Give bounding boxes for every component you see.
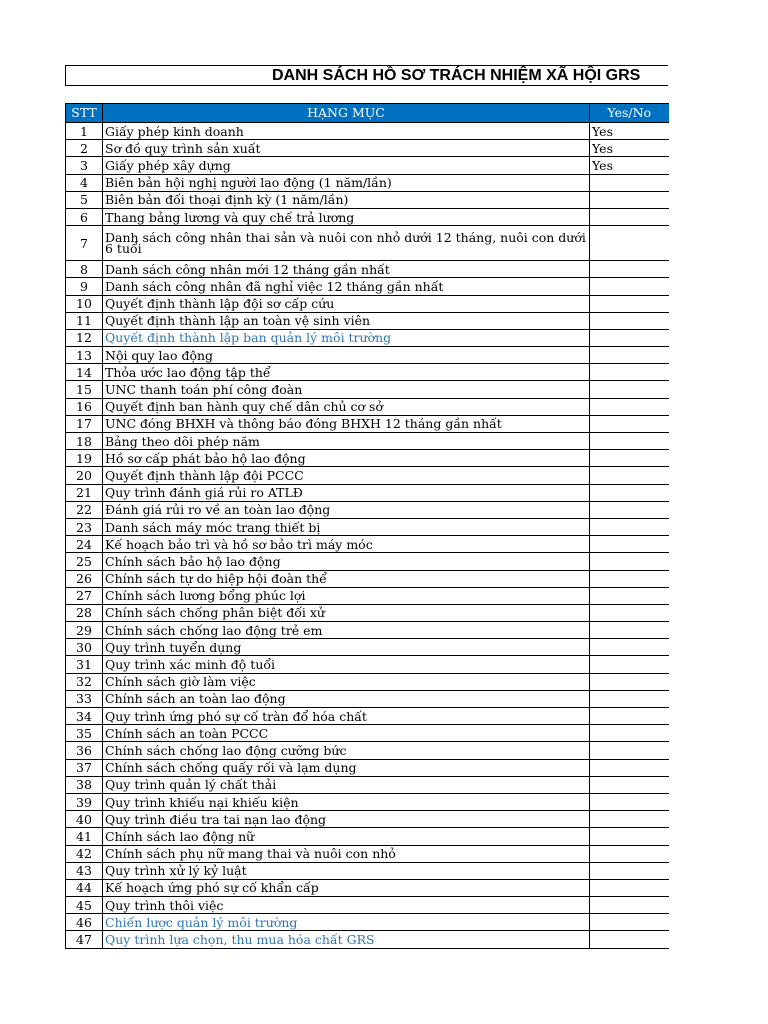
item-cell[interactable]: Đánh giá rủi ro về an toàn lao động bbox=[103, 501, 590, 518]
row-number-cell[interactable]: 34 bbox=[66, 708, 103, 725]
row-number-cell[interactable]: 31 bbox=[66, 656, 103, 673]
row-number-cell[interactable]: 1 bbox=[66, 123, 103, 140]
table-row bbox=[66, 587, 669, 604]
yesno-cell[interactable] bbox=[590, 656, 669, 673]
yesno-cell[interactable] bbox=[590, 931, 669, 948]
item-cell[interactable]: Quyết định ban hành quy chế dân chủ cơ sở bbox=[103, 398, 590, 415]
row-number-cell[interactable]: 4 bbox=[66, 174, 103, 191]
yesno-cell[interactable] bbox=[590, 708, 669, 725]
table-row bbox=[66, 622, 669, 639]
row-number-cell[interactable]: 30 bbox=[66, 639, 103, 656]
item-cell[interactable]: Nội quy lao động bbox=[103, 347, 590, 364]
yesno-cell[interactable] bbox=[590, 897, 669, 914]
yesno-cell[interactable] bbox=[590, 295, 669, 312]
row-number-cell[interactable]: 3 bbox=[66, 157, 103, 174]
yesno-cell[interactable] bbox=[590, 484, 669, 501]
table-row bbox=[66, 140, 669, 157]
item-cell[interactable]: Danh sách máy móc trang thiết bị bbox=[103, 518, 590, 535]
yesno-cell[interactable] bbox=[590, 845, 669, 862]
row-number-cell[interactable]: 20 bbox=[66, 467, 103, 484]
row-number-cell[interactable]: 22 bbox=[66, 501, 103, 518]
item-cell[interactable]: Bảng theo dõi phép năm bbox=[103, 433, 590, 450]
yesno-cell[interactable]: Yes bbox=[590, 157, 669, 174]
yesno-cell[interactable] bbox=[590, 622, 669, 639]
table-row bbox=[66, 553, 669, 570]
title-cell[interactable] bbox=[65, 65, 668, 86]
item-cell[interactable]: UNC đóng BHXH và thông báo đóng BHXH 12 tháng gần nhất bbox=[103, 415, 590, 432]
yesno-cell[interactable] bbox=[590, 759, 669, 776]
yesno-cell[interactable] bbox=[590, 450, 669, 467]
row-number-cell[interactable]: 39 bbox=[66, 793, 103, 810]
header-stt[interactable]: STT bbox=[66, 104, 103, 123]
item-cell[interactable]: Chính sách chống quấy rối và lạm dụng bbox=[103, 759, 590, 776]
row-number-cell[interactable]: 13 bbox=[66, 347, 103, 364]
table-row bbox=[66, 295, 669, 312]
header-item[interactable]: HẠNG MỤC bbox=[103, 104, 590, 123]
table-row bbox=[66, 261, 669, 278]
yesno-cell[interactable] bbox=[590, 914, 669, 931]
row-number-cell[interactable]: 25 bbox=[66, 553, 103, 570]
header-yesno[interactable]: Yes/No bbox=[590, 104, 669, 123]
table-row bbox=[66, 742, 669, 759]
yesno-cell[interactable] bbox=[590, 587, 669, 604]
row-number-cell[interactable]: 11 bbox=[66, 312, 103, 329]
item-cell[interactable]: Danh sách công nhân mới 12 tháng gần nhất bbox=[103, 261, 590, 278]
item-cell[interactable]: Quy trình lựa chọn, thu mua hóa chất GRS bbox=[103, 931, 590, 948]
item-cell[interactable]: Quy trình xử lý kỷ luật bbox=[103, 862, 590, 879]
yesno-cell[interactable] bbox=[590, 879, 669, 896]
table-row bbox=[66, 931, 669, 948]
table-row bbox=[66, 450, 669, 467]
item-cell[interactable]: Thang bảng lương và quy chế trả lương bbox=[103, 208, 590, 225]
yesno-cell[interactable] bbox=[590, 811, 669, 828]
yesno-cell[interactable] bbox=[590, 261, 669, 278]
row-number-cell[interactable]: 43 bbox=[66, 862, 103, 879]
table-row bbox=[66, 501, 669, 518]
item-cell[interactable]: UNC thanh toán phí công đoàn bbox=[103, 381, 590, 398]
table-row bbox=[66, 329, 669, 346]
item-cell[interactable]: Chính sách chống lao động trẻ em bbox=[103, 622, 590, 639]
table-row bbox=[66, 845, 669, 862]
yesno-cell[interactable] bbox=[590, 208, 669, 225]
table-row bbox=[66, 759, 669, 776]
yesno-cell[interactable] bbox=[590, 828, 669, 845]
item-cell[interactable]: Hồ sơ cấp phát bảo hộ lao động bbox=[103, 450, 590, 467]
yesno-cell[interactable] bbox=[590, 415, 669, 432]
item-cell[interactable]: Chính sách chống lao động cưỡng bức bbox=[103, 742, 590, 759]
item-cell[interactable]: Chính sách an toàn PCCC bbox=[103, 725, 590, 742]
yesno-cell[interactable] bbox=[590, 518, 669, 535]
item-cell[interactable]: Chính sách an toàn lao động bbox=[103, 690, 590, 707]
table-row bbox=[66, 398, 669, 415]
yesno-cell[interactable] bbox=[590, 776, 669, 793]
table-row bbox=[66, 191, 669, 208]
table-row bbox=[66, 347, 669, 364]
item-cell[interactable]: Biên bản hội nghị người lao động (1 năm/lần) bbox=[103, 174, 590, 191]
row-number-cell[interactable]: 9 bbox=[66, 278, 103, 295]
yesno-cell[interactable] bbox=[590, 673, 669, 690]
table-row bbox=[66, 690, 669, 707]
table-row bbox=[66, 536, 669, 553]
row-number-cell[interactable]: 40 bbox=[66, 811, 103, 828]
row-number-cell[interactable]: 47 bbox=[66, 931, 103, 948]
row-number-cell[interactable]: 24 bbox=[66, 536, 103, 553]
item-cell[interactable]: Chính sách giờ làm việc bbox=[103, 673, 590, 690]
item-cell[interactable]: Thỏa ước lao động tập thể bbox=[103, 364, 590, 381]
item-cell[interactable]: Chính sách bảo hộ lao động bbox=[103, 553, 590, 570]
item-cell[interactable]: Giấy phép xây dựng bbox=[103, 157, 590, 174]
yesno-cell[interactable] bbox=[590, 174, 669, 191]
row-number-cell[interactable]: 23 bbox=[66, 518, 103, 535]
yesno-cell[interactable] bbox=[590, 433, 669, 450]
row-number-cell[interactable]: 16 bbox=[66, 398, 103, 415]
row-number-cell[interactable]: 36 bbox=[66, 742, 103, 759]
row-number-cell[interactable]: 29 bbox=[66, 622, 103, 639]
item-cell[interactable]: Danh sách công nhân thai sản và nuôi con nhỏ dưới 12 tháng, nuôi con dưới 6 tuổi bbox=[103, 226, 590, 261]
yesno-cell[interactable]: Yes bbox=[590, 123, 669, 140]
table-row bbox=[66, 708, 669, 725]
table-row bbox=[66, 793, 669, 810]
row-number-cell[interactable]: 5 bbox=[66, 191, 103, 208]
item-cell[interactable]: Quy trình điều tra tai nạn lao động bbox=[103, 811, 590, 828]
item-cell[interactable]: Quyết định thành lập đội PCCC bbox=[103, 467, 590, 484]
table-row bbox=[66, 312, 669, 329]
table-row bbox=[66, 364, 669, 381]
row-number-cell[interactable]: 38 bbox=[66, 776, 103, 793]
table-row bbox=[66, 157, 669, 174]
item-cell[interactable]: Quyết định thành lập an toàn vệ sinh viên bbox=[103, 312, 590, 329]
table-row bbox=[66, 433, 669, 450]
yesno-cell[interactable] bbox=[590, 742, 669, 759]
yesno-cell[interactable] bbox=[590, 501, 669, 518]
yesno-cell[interactable] bbox=[590, 467, 669, 484]
item-cell[interactable]: Chính sách lao động nữ bbox=[103, 828, 590, 845]
table-row bbox=[66, 639, 669, 656]
row-number-cell[interactable]: 21 bbox=[66, 484, 103, 501]
yesno-cell[interactable] bbox=[590, 570, 669, 587]
yesno-cell[interactable] bbox=[590, 329, 669, 346]
row-number-cell[interactable]: 37 bbox=[66, 759, 103, 776]
yesno-cell[interactable] bbox=[590, 690, 669, 707]
row-number-cell[interactable]: 10 bbox=[66, 295, 103, 312]
item-cell[interactable]: Chiến lược quản lý môi trường bbox=[103, 914, 590, 931]
item-cell[interactable]: Quy trình quản lý chất thải bbox=[103, 776, 590, 793]
table-row bbox=[66, 725, 669, 742]
table-row bbox=[66, 570, 669, 587]
table-row bbox=[66, 467, 669, 484]
yesno-cell[interactable] bbox=[590, 604, 669, 621]
table-row bbox=[66, 381, 669, 398]
item-cell[interactable]: Danh sách công nhân đã nghỉ việc 12 tháng gần nhất bbox=[103, 278, 590, 295]
table-header-row bbox=[66, 104, 669, 123]
table-row bbox=[66, 897, 669, 914]
table-row bbox=[66, 123, 669, 140]
row-number-cell[interactable]: 12 bbox=[66, 329, 103, 346]
table-row bbox=[66, 828, 669, 845]
row-number-cell[interactable]: 7 bbox=[66, 226, 103, 261]
item-cell[interactable]: Chính sách chống phân biệt đối xử bbox=[103, 604, 590, 621]
yesno-cell[interactable] bbox=[590, 862, 669, 879]
row-number-cell[interactable]: 33 bbox=[66, 690, 103, 707]
yesno-cell[interactable] bbox=[590, 226, 669, 261]
table-row bbox=[66, 484, 669, 501]
table-row bbox=[66, 208, 669, 225]
table-row bbox=[66, 862, 669, 879]
records-table bbox=[65, 103, 669, 949]
yesno-cell[interactable] bbox=[590, 553, 669, 570]
row-number-cell[interactable]: 18 bbox=[66, 433, 103, 450]
row-number-cell[interactable]: 44 bbox=[66, 879, 103, 896]
yesno-cell[interactable] bbox=[590, 364, 669, 381]
row-number-cell[interactable]: 32 bbox=[66, 673, 103, 690]
item-cell[interactable]: Quy trình khiếu nại khiếu kiện bbox=[103, 793, 590, 810]
item-cell[interactable]: Quyết định thành lập ban quản lý môi trường bbox=[103, 329, 590, 346]
item-cell[interactable]: Quy trình ứng phó sự cố tràn đổ hóa chất bbox=[103, 708, 590, 725]
item-cell[interactable]: Quy trình đánh giá rủi ro ATLĐ bbox=[103, 484, 590, 501]
yesno-cell[interactable] bbox=[590, 381, 669, 398]
row-number-cell[interactable]: 15 bbox=[66, 381, 103, 398]
item-cell[interactable]: Chính sách phụ nữ mang thai và nuôi con nhỏ bbox=[103, 845, 590, 862]
item-cell[interactable]: Sơ đồ quy trình sản xuất bbox=[103, 140, 590, 157]
row-number-cell[interactable]: 35 bbox=[66, 725, 103, 742]
item-cell[interactable]: Quy trình thôi việc bbox=[103, 897, 590, 914]
item-cell[interactable]: Quyết định thành lập đội sơ cấp cứu bbox=[103, 295, 590, 312]
row-number-cell[interactable]: 27 bbox=[66, 587, 103, 604]
table-row bbox=[66, 811, 669, 828]
yesno-cell[interactable] bbox=[590, 793, 669, 810]
row-number-cell[interactable]: 19 bbox=[66, 450, 103, 467]
row-number-cell[interactable]: 14 bbox=[66, 364, 103, 381]
yesno-cell[interactable] bbox=[590, 398, 669, 415]
row-number-cell[interactable]: 2 bbox=[66, 140, 103, 157]
yesno-cell[interactable]: Yes bbox=[590, 140, 669, 157]
row-number-cell[interactable]: 46 bbox=[66, 914, 103, 931]
item-cell[interactable]: Giấy phép kinh doanh bbox=[103, 123, 590, 140]
yesno-cell[interactable] bbox=[590, 725, 669, 742]
table-row bbox=[66, 673, 669, 690]
yesno-cell[interactable] bbox=[590, 536, 669, 553]
yesno-cell[interactable] bbox=[590, 347, 669, 364]
table-row bbox=[66, 656, 669, 673]
table-row bbox=[66, 518, 669, 535]
table-row bbox=[66, 415, 669, 432]
table-row bbox=[66, 879, 669, 896]
row-number-cell[interactable]: 28 bbox=[66, 604, 103, 621]
row-number-cell[interactable]: 41 bbox=[66, 828, 103, 845]
item-cell[interactable]: Chính sách tự do hiệp hội đoàn thể bbox=[103, 570, 590, 587]
table-row bbox=[66, 776, 669, 793]
row-number-cell[interactable]: 45 bbox=[66, 897, 103, 914]
table-row bbox=[66, 914, 669, 931]
item-cell[interactable]: Quy trình tuyển dụng bbox=[103, 639, 590, 656]
table-row bbox=[66, 604, 669, 621]
row-number-cell[interactable]: 42 bbox=[66, 845, 103, 862]
item-cell[interactable]: Chính sách lương bổng phúc lợi bbox=[103, 587, 590, 604]
row-number-cell[interactable]: 26 bbox=[66, 570, 103, 587]
row-number-cell[interactable]: 17 bbox=[66, 415, 103, 432]
row-number-cell[interactable]: 8 bbox=[66, 261, 103, 278]
item-cell[interactable]: Quy trình xác minh độ tuổi bbox=[103, 656, 590, 673]
yesno-cell[interactable] bbox=[590, 191, 669, 208]
item-cell[interactable]: Biên bản đối thoại định kỳ (1 năm/lần) bbox=[103, 191, 590, 208]
table-row bbox=[66, 278, 669, 295]
table-row bbox=[66, 174, 669, 191]
document-title: DANH SÁCH HỒ SƠ TRÁCH NHIỆM XÃ HỘI GRS bbox=[272, 67, 641, 84]
row-number-cell[interactable]: 6 bbox=[66, 208, 103, 225]
item-cell[interactable]: Kế hoạch bảo trì và hồ sơ bảo trì máy móc bbox=[103, 536, 590, 553]
yesno-cell[interactable] bbox=[590, 639, 669, 656]
yesno-cell[interactable] bbox=[590, 312, 669, 329]
yesno-cell[interactable] bbox=[590, 278, 669, 295]
table-row bbox=[66, 226, 669, 261]
item-cell[interactable]: Kế hoạch ứng phó sự cố khẩn cấp bbox=[103, 879, 590, 896]
